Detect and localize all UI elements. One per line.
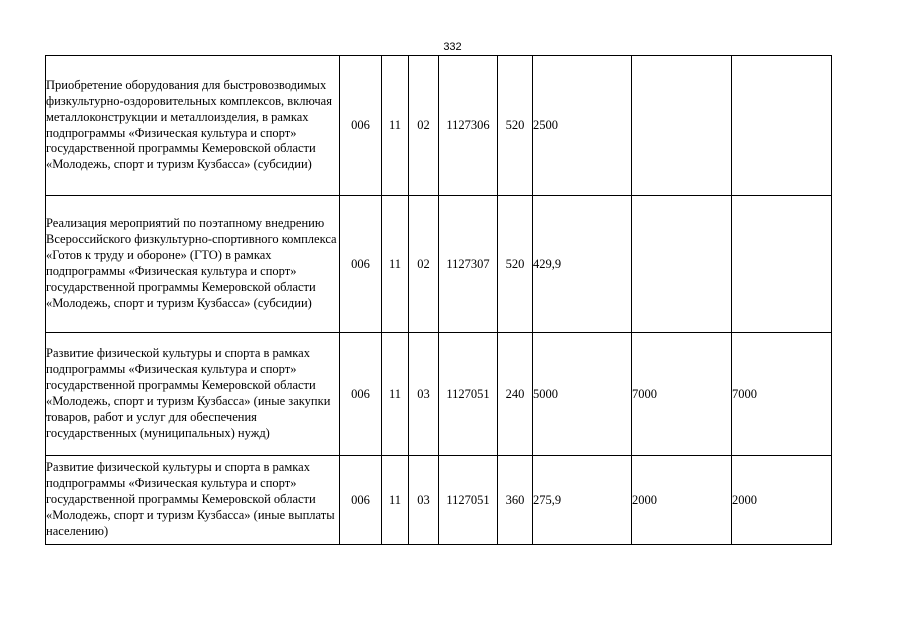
subsection-code: 02 [409,196,439,333]
ministry-code: 006 [340,333,382,456]
amount-year-2: 2000 [632,456,732,545]
expense-type-code: 520 [498,56,533,196]
expense-type-code: 360 [498,456,533,545]
row-description: Реализация мероприятий по поэтапному внедрению Всероссийского физкультурно-спортивного комплекса «Готов к труду и обороне» (ГТО) в рамках подпрограммы «Физическая культура и спорт» государственной программы Кемеровской области «Молодежь, спорт и туризм Кузбасса» (субсидии) [46,196,340,333]
amount-year-1: 429,9 [533,196,632,333]
budget-table [45,55,832,545]
amount-year-1: 275,9 [533,456,632,545]
subsection-code: 02 [409,56,439,196]
row-description: Развитие физической культуры и спорта в рамках подпрограммы «Физическая культура и спорт» государственной программы Кемеровской области «Молодежь, спорт и туризм Кузбасса» (иные выплаты населению) [46,456,340,545]
target-article-code: 1127051 [439,456,498,545]
target-article-code: 1127051 [439,333,498,456]
expense-type-code: 520 [498,196,533,333]
amount-year-1: 5000 [533,333,632,456]
row-description: Развитие физической культуры и спорта в рамках подпрограммы «Физическая культура и спорт» государственной программы Кемеровской области «Молодежь, спорт и туризм Кузбасса» (иные закупки товаров, работ и услуг для обеспечения государственных (муниципальных) нужд) [46,333,340,456]
ministry-code: 006 [340,196,382,333]
row-description: Приобретение оборудования для быстровозводимых физкультурно-оздоровительных комплексов, включая металлоконструкции и металлоизделия, в рамках подпрограммы «Физическая культура и спорт» государственной программы Кемеровской области «Молодежь, спорт и туризм Кузбасса» (субсидии) [46,56,340,196]
amount-year-2: 7000 [632,333,732,456]
ministry-code: 006 [340,56,382,196]
amount-year-3: 7000 [732,333,832,456]
table-row [46,456,832,545]
table-row [46,333,832,456]
subsection-code: 03 [409,333,439,456]
target-article-code: 1127306 [439,56,498,196]
amount-year-2 [632,56,732,196]
section-code: 11 [382,196,409,333]
page-number: 332 [443,41,462,53]
expense-type-code: 240 [498,333,533,456]
section-code: 11 [382,456,409,545]
amount-year-3 [732,56,832,196]
table-row [46,196,832,333]
amount-year-3: 2000 [732,456,832,545]
amount-year-1: 2500 [533,56,632,196]
section-code: 11 [382,56,409,196]
ministry-code: 006 [340,456,382,545]
amount-year-2 [632,196,732,333]
section-code: 11 [382,333,409,456]
amount-year-3 [732,196,832,333]
subsection-code: 03 [409,456,439,545]
target-article-code: 1127307 [439,196,498,333]
table-row [46,56,832,196]
